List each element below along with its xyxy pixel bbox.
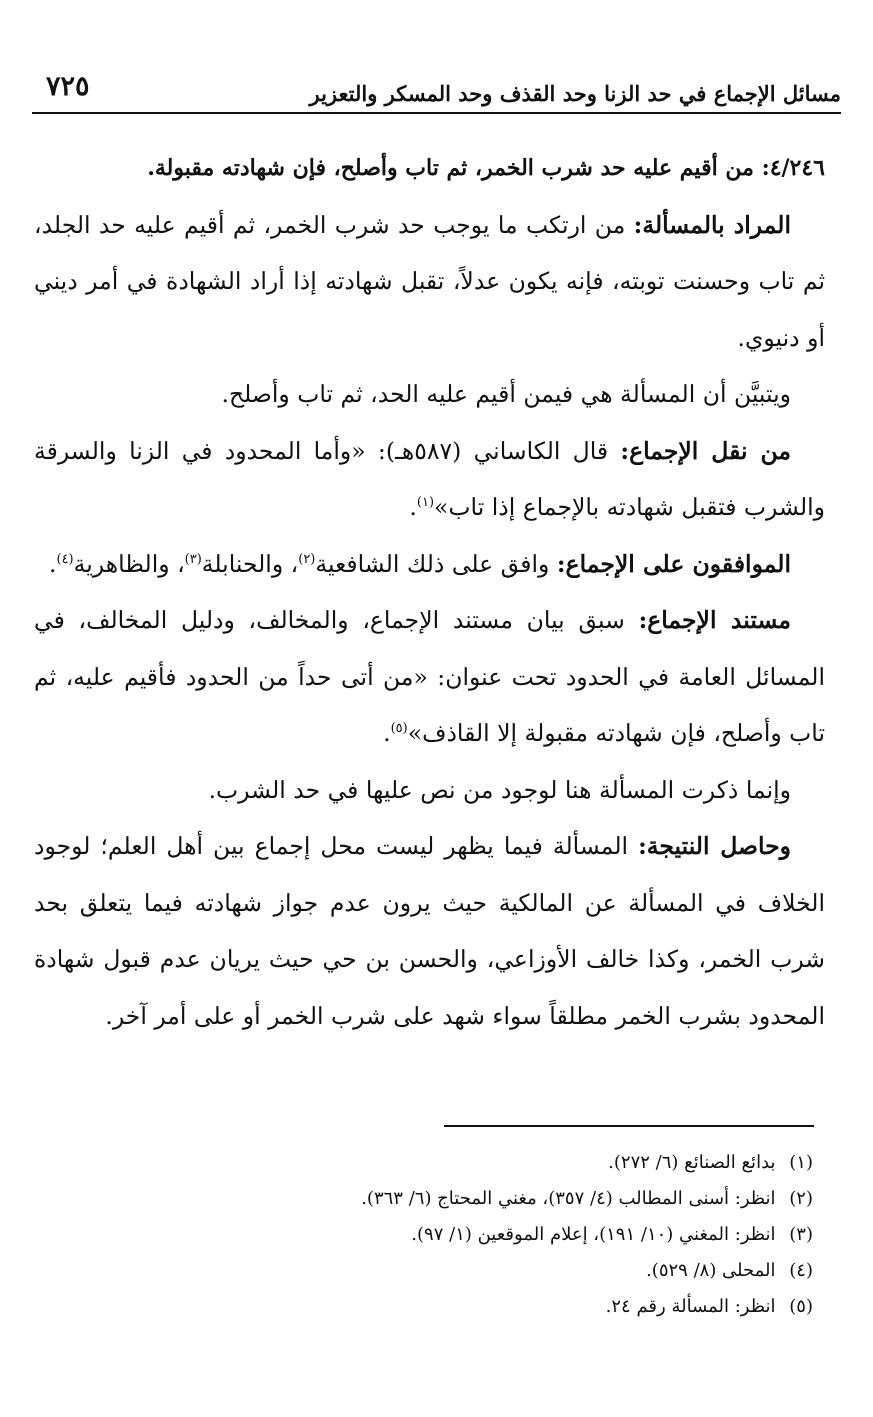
basis-end: . bbox=[383, 719, 391, 747]
footnote-text: انظر: المسألة رقم ٢٤. bbox=[605, 1296, 776, 1317]
footnote-divider bbox=[444, 1125, 814, 1127]
footnote-number: (٣) bbox=[789, 1224, 813, 1245]
main-text bbox=[34, 140, 825, 1044]
paragraph-result bbox=[34, 818, 825, 1044]
agree-end: . bbox=[49, 549, 57, 578]
agree-text-3: ، والظاهرية bbox=[73, 549, 185, 578]
agree-text-2: ، والحنابلة bbox=[201, 549, 299, 578]
footnote-text: بدائع الصنائع (٦/ ٢٧٢). bbox=[608, 1152, 776, 1173]
footnote-ref-2[interactable]: (٢) bbox=[298, 551, 316, 567]
issue-number: ٤/٢٤٦: bbox=[761, 155, 825, 181]
transmit-lead: من نقل الإجماع: bbox=[620, 436, 791, 465]
mention-text: وإنما ذكرت المسألة هنا لوجود من نص عليها في حد الشرب. bbox=[208, 775, 791, 804]
footnote-item bbox=[40, 1217, 813, 1253]
footnotes bbox=[40, 1145, 813, 1325]
page-number: ٧٢٥ bbox=[46, 71, 90, 102]
paragraph-meaning bbox=[34, 197, 825, 367]
footnote-text: انظر: المغني (١٠/ ١٩١)، إعلام الموقعين (١/ ٩٧). bbox=[411, 1224, 776, 1245]
paragraph-mention bbox=[34, 762, 825, 819]
footnote-item bbox=[40, 1289, 813, 1325]
footnote-ref-1[interactable]: (١) bbox=[416, 495, 435, 511]
footnote-number: (١) bbox=[789, 1152, 813, 1173]
transmit-text: قال الكاساني (٥٨٧هـ): «وأما المحدود في الزنا والسرقة والشرب فتقبل شهادته بالإجماع إذا تاب» bbox=[34, 436, 825, 521]
running-title: مسائل الإجماع في حد الزنا وحد القذف وحد المسكر والتعزير bbox=[309, 81, 841, 106]
meaning-lead: المراد بالمسألة: bbox=[633, 210, 791, 239]
basis-lead: مستند الإجماع: bbox=[638, 606, 791, 634]
paragraph-transmit bbox=[34, 423, 825, 536]
footnote-number: (٥) bbox=[789, 1296, 813, 1317]
footnote-ref-3[interactable]: (٣) bbox=[184, 551, 202, 567]
footnote-number: (٤) bbox=[789, 1260, 813, 1281]
clarify-text: ويتبيَّن أن المسألة هي فيمن أقيم عليه الحد، ثم تاب وأصلح. bbox=[221, 380, 791, 408]
footnote-ref-5[interactable]: (٥) bbox=[390, 721, 408, 737]
result-text: المسألة فيما يظهر ليست محل إجماع بين أهل العلم؛ لوجود الخلاف في المسألة عن المالكية حيث يرون عدم جواز شهادته فيما يتعلق بحد شرب الخمر، وكذا خالف الأوزاعي، والحسن بن حي حيث يريان عدم قبول شهادة المحدود بشرب الخمر مطلقاً سواء شهد على شرب الخمر أو على أمر آخر. bbox=[34, 832, 825, 1030]
page-header bbox=[32, 62, 841, 114]
paragraph-agree bbox=[34, 536, 825, 593]
footnote-text: انظر: أسنى المطالب (٤/ ٣٥٧)، مغني المحتاج (٦/ ٣٦٣). bbox=[361, 1188, 776, 1209]
footnote-item bbox=[40, 1145, 813, 1181]
meaning-text: من ارتكب ما يوجب حد شرب الخمر، ثم أقيم عليه حد الجلد، ثم تاب وحسنت توبته، فإنه يكون عدلاً، تقبل شهادته إذا أراد الشهادة في أمر ديني أو دنيوي. bbox=[34, 210, 825, 352]
agree-lead: الموافقون على الإجماع: bbox=[556, 549, 791, 578]
footnote-ref-4[interactable]: (٤) bbox=[56, 551, 74, 567]
footnote-text: المحلى (٨/ ٥٢٩). bbox=[646, 1260, 776, 1281]
agree-text-1: وافق على ذلك الشافعية bbox=[315, 549, 550, 578]
issue-title: من أقيم عليه حد شرب الخمر، ثم تاب وأصلح، فإن شهادته مقبولة. bbox=[147, 155, 754, 181]
result-lead: وحاصل النتيجة: bbox=[638, 832, 791, 860]
basis-text: سبق بيان مستند الإجماع، والمخالف، ودليل المخالف، في المسائل العامة في الحدود تحت عنوان: «من أتى حداً من الحدود فأقيم عليه، ثم تاب وأصلح، فإن شهادته مقبولة إلا القاذف» bbox=[34, 606, 825, 747]
paragraph-clarify bbox=[34, 366, 825, 423]
footnote-item bbox=[40, 1253, 813, 1289]
footnote-item bbox=[40, 1181, 813, 1217]
paragraph-basis bbox=[34, 592, 825, 762]
transmit-end: . bbox=[409, 493, 417, 521]
issue-heading bbox=[34, 140, 825, 197]
footnote-number: (٢) bbox=[789, 1188, 813, 1209]
